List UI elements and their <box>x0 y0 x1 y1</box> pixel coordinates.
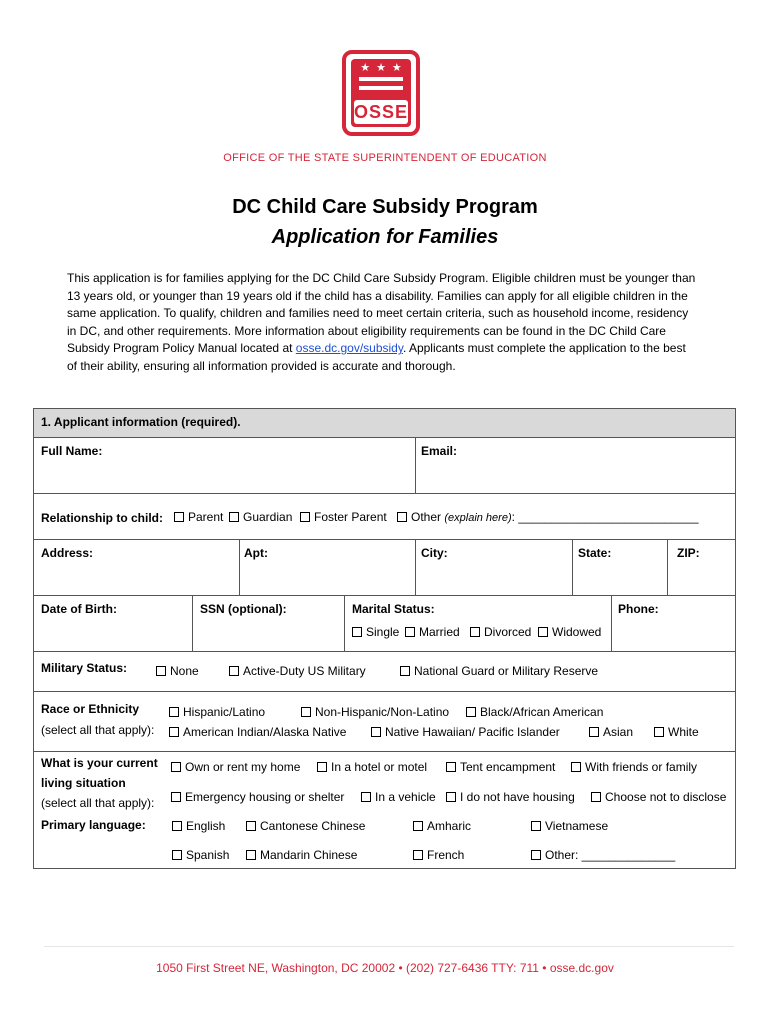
marital-married-option[interactable]: Married <box>405 625 460 639</box>
checkbox[interactable] <box>246 821 256 831</box>
checkbox[interactable] <box>413 850 423 860</box>
language-mandarin-option[interactable]: Mandarin Chinese <box>246 848 357 862</box>
living-no-housing-option[interactable]: I do not have housing <box>446 790 575 804</box>
primary-language-label: Primary language: <box>41 818 146 832</box>
race-white-option[interactable]: White <box>654 725 699 739</box>
checkbox[interactable] <box>172 821 182 831</box>
logo-word-box <box>354 100 408 124</box>
divider <box>34 651 735 652</box>
full-name-label: Full Name: <box>41 444 103 458</box>
race-asian-option[interactable]: Asian <box>589 725 633 739</box>
race-non-hispanic-option[interactable]: Non-Hispanic/Non-Latino <box>301 705 449 719</box>
language-amharic-option[interactable]: Amharic <box>413 819 471 833</box>
language-cantonese-option[interactable]: Cantonese Chinese <box>246 819 365 833</box>
checkbox[interactable] <box>446 762 456 772</box>
divider <box>667 539 668 595</box>
page-title: DC Child Care Subsidy Program <box>232 196 538 218</box>
checkbox[interactable] <box>317 762 327 772</box>
divider <box>34 751 735 752</box>
race-label: Race or Ethnicity <box>41 702 140 716</box>
checkbox[interactable] <box>246 850 256 860</box>
race-american-indian-option[interactable]: American Indian/Alaska Native <box>169 725 346 739</box>
relationship-other-option[interactable]: Other (explain here): ___________________________ <box>397 510 699 524</box>
divider <box>415 437 416 493</box>
intro-paragraph <box>67 270 699 376</box>
office-name: OFFICE OF THE STATE SUPERINTENDENT OF EDUCATION <box>223 152 547 164</box>
checkbox[interactable] <box>538 627 548 637</box>
logo-stripe <box>359 86 403 90</box>
military-guard-reserve-option[interactable]: National Guard or Military Reserve <box>400 664 598 678</box>
checkbox[interactable] <box>589 727 599 737</box>
divider <box>572 539 573 595</box>
military-none-option[interactable]: None <box>156 664 199 678</box>
city-label: City: <box>421 546 448 560</box>
living-friends-family-option[interactable]: With friends or family <box>571 760 697 774</box>
subsidy-link[interactable]: osse.dc.gov/subsidy <box>295 341 403 356</box>
race-select-hint: (select all that apply): <box>41 723 155 737</box>
marital-divorced-option[interactable]: Divorced <box>470 625 531 639</box>
checkbox[interactable] <box>171 792 181 802</box>
checkbox[interactable] <box>591 792 601 802</box>
applicant-information-form <box>33 408 736 869</box>
marital-single-option[interactable]: Single <box>352 625 399 639</box>
language-vietnamese-option[interactable]: Vietnamese <box>531 819 608 833</box>
divider <box>34 493 735 494</box>
checkbox[interactable] <box>156 666 166 676</box>
language-spanish-option[interactable]: Spanish <box>172 848 229 862</box>
language-english-option[interactable]: English <box>172 819 225 833</box>
living-select-hint: (select all that apply): <box>41 796 155 810</box>
living-emergency-option[interactable]: Emergency housing or shelter <box>171 790 344 804</box>
osse-logo <box>342 50 420 136</box>
living-not-disclose-option[interactable]: Choose not to disclose <box>591 790 726 804</box>
military-status-label: Military Status: <box>41 661 128 675</box>
checkbox[interactable] <box>654 727 664 737</box>
checkbox[interactable] <box>413 821 423 831</box>
language-french-option[interactable]: French <box>413 848 464 862</box>
logo-stripe <box>359 77 403 81</box>
checkbox[interactable] <box>171 762 181 772</box>
checkbox[interactable] <box>571 762 581 772</box>
intro-text: This application is for families applying for the DC Child Care Subsidy Program. Eligible children must be younger than 13 years old, or younger than 19 years old if the child has a disability. Families can apply for all eligible children in the same application. To qualify, children and families need to meet certain criteria, such as household income, residency in DC, and other requirements. More information about eligibility requirements can be found in the DC Child Care Subsidy Program Policy Manual located at <box>67 271 696 356</box>
checkbox[interactable] <box>397 512 407 522</box>
footer-divider <box>44 946 734 947</box>
relationship-foster-parent-option[interactable]: Foster Parent <box>300 510 387 524</box>
phone-label: Phone: <box>618 602 659 616</box>
checkbox[interactable] <box>371 727 381 737</box>
page-subtitle: Application for Families <box>271 226 499 248</box>
apt-label: Apt: <box>244 546 268 560</box>
race-black-option[interactable]: Black/African American <box>466 705 603 719</box>
divider <box>344 595 345 651</box>
dob-label: Date of Birth: <box>41 602 117 616</box>
checkbox[interactable] <box>169 727 179 737</box>
divider <box>611 595 612 651</box>
checkbox[interactable] <box>300 512 310 522</box>
checkbox[interactable] <box>531 850 541 860</box>
logo-panel <box>351 59 411 127</box>
race-hispanic-option[interactable]: Hispanic/Latino <box>169 705 265 719</box>
divider <box>34 595 735 596</box>
living-own-rent-option[interactable]: Own or rent my home <box>171 760 300 774</box>
ssn-label: SSN (optional): <box>200 602 287 616</box>
checkbox[interactable] <box>446 792 456 802</box>
living-situation-label-2: living situation <box>41 776 126 790</box>
logo-text: OSSE <box>354 102 409 122</box>
zip-label: ZIP: <box>677 546 700 560</box>
divider <box>239 539 240 595</box>
checkbox[interactable] <box>470 627 480 637</box>
military-active-duty-option[interactable]: Active-Duty US Military <box>229 664 366 678</box>
language-other-option[interactable]: Other: ______________ <box>531 848 675 862</box>
divider <box>192 595 193 651</box>
marital-widowed-option[interactable]: Widowed <box>538 625 601 639</box>
checkbox[interactable] <box>229 512 239 522</box>
checkbox[interactable] <box>172 850 182 860</box>
checkbox[interactable] <box>400 666 410 676</box>
checkbox[interactable] <box>531 821 541 831</box>
relationship-label: Relationship to child: <box>41 511 163 525</box>
race-native-hawaiian-option[interactable]: Native Hawaiian/ Pacific Islander <box>371 725 560 739</box>
divider <box>415 539 416 595</box>
intro-text-end: . Applicants must complete the application to the best of their ability, ensuring all information provided is accurate and thorough. <box>67 341 686 373</box>
living-vehicle-option[interactable]: In a vehicle <box>361 790 436 804</box>
explain-hint: (explain here) <box>444 512 512 524</box>
living-hotel-option[interactable]: In a hotel or motel <box>317 760 427 774</box>
divider <box>34 539 735 540</box>
section-title: 1. Applicant information (required). <box>41 415 241 429</box>
marital-status-label: Marital Status: <box>352 602 435 616</box>
relationship-parent-option[interactable]: Parent <box>174 510 223 524</box>
section-header <box>34 409 735 438</box>
checkbox[interactable] <box>466 707 476 717</box>
footer-contact: 1050 First Street NE, Washington, DC 20002 • (202) 727-6436 TTY: 711 • osse.dc.gov <box>156 961 614 975</box>
email-label: Email: <box>421 444 458 458</box>
checkbox[interactable] <box>405 627 415 637</box>
other-blank: ___________________________ <box>518 510 699 524</box>
checkbox[interactable] <box>169 707 179 717</box>
checkbox[interactable] <box>301 707 311 717</box>
living-tent-option[interactable]: Tent encampment <box>446 760 555 774</box>
address-label: Address: <box>41 546 94 560</box>
divider <box>34 691 735 692</box>
checkbox[interactable] <box>361 792 371 802</box>
checkbox[interactable] <box>352 627 362 637</box>
living-situation-label: What is your current <box>41 756 158 770</box>
state-label: State: <box>578 546 612 560</box>
checkbox[interactable] <box>174 512 184 522</box>
star-icons: ★★★ <box>360 62 408 74</box>
checkbox[interactable] <box>229 666 239 676</box>
relationship-guardian-option[interactable]: Guardian <box>229 510 292 524</box>
